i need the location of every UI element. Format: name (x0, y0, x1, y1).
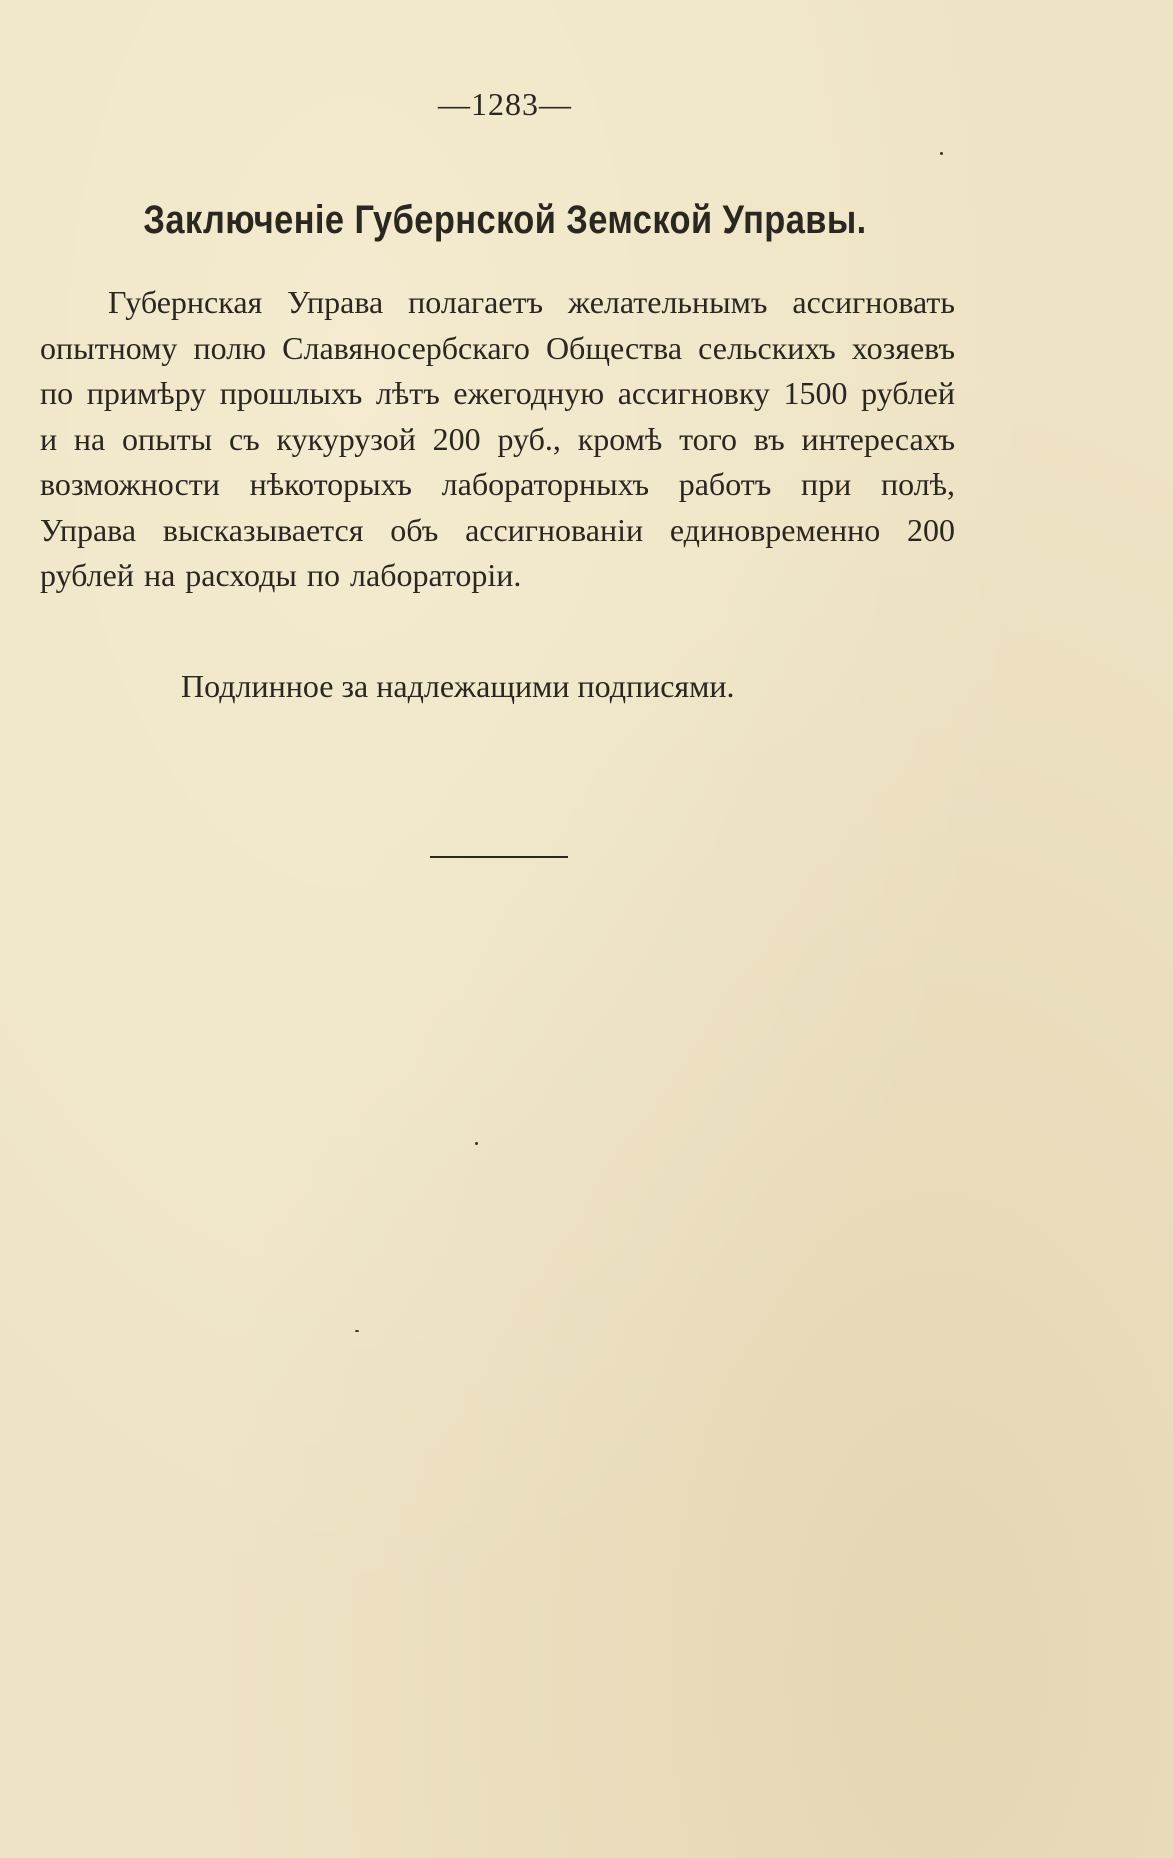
ink-speck (475, 1142, 478, 1145)
ink-speck (355, 1330, 359, 1332)
signature-note: Подлинное за надлежащими подписями. (181, 668, 735, 704)
body-text (40, 280, 955, 599)
section-heading: Заключенiе Губернской Земской Управы. (143, 198, 867, 242)
section-divider (430, 856, 568, 858)
main-paragraph: Губернская Управа полагаетъ желательнымъ ассигновать опытному полю Славяносербскаго Общества сельскихъ хозяевъ по примѣру прошлыхъ лѣтъ ежегодную ассигновку 1500 рублей и на опыты съ кукурузой 200 руб., кромѣ того въ интересахъ возможности нѣкоторыхъ лабораторныхъ работъ при полѣ, Управа высказывается объ ассигнованiи единовременно 200 рублей на расходы по лабораторiи. (40, 284, 955, 593)
page-number: —1283— (438, 86, 572, 122)
show-through-texture (40, 700, 960, 1700)
ink-speck (940, 152, 943, 155)
